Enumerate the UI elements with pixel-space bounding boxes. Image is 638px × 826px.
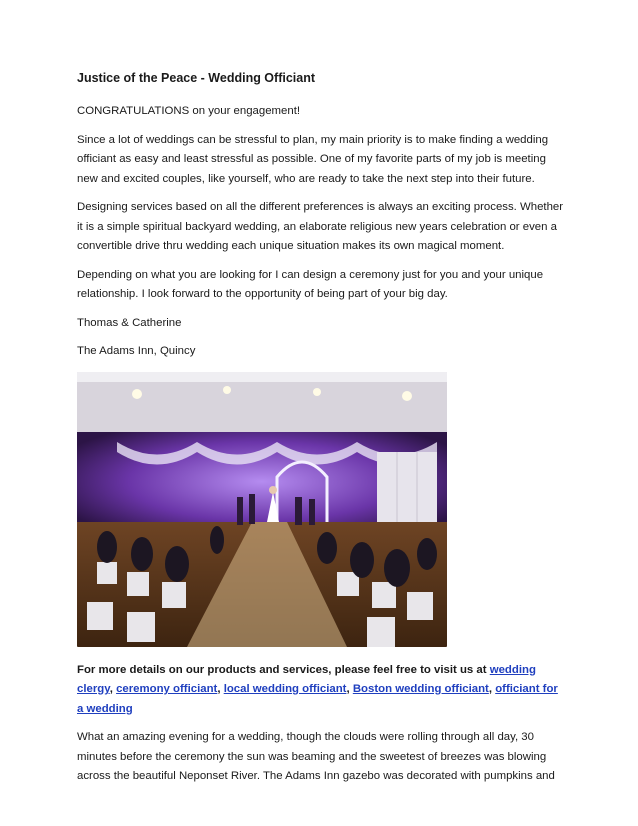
wedding-ceremony-illustration bbox=[77, 372, 447, 647]
paragraph-congratulations: CONGRATULATIONS on your engagement! bbox=[77, 105, 301, 117]
details-separator: , bbox=[109, 683, 117, 695]
paragraph-closing: What an amazing evening for a wedding, though the clouds were rolling through all day, 30 minutes before the ceremony the sun was beaming and the sweetest of breezes was blowing across the beautiful Neponset River. The Adams Inn gazebo was decorated with pumpkins and bbox=[77, 731, 555, 782]
document-title: Justice of the Peace - Wedding Officiant bbox=[77, 71, 316, 85]
link-officiant-for-a-wedding[interactable]: officiant for a wedding bbox=[77, 683, 558, 715]
details-intro: For more details on our products and services, please feel free to visit us at bbox=[77, 663, 490, 676]
link-local-wedding-officiant[interactable]: local wedding officiant bbox=[223, 683, 347, 695]
link-wedding-clergy[interactable]: wedding clergy bbox=[77, 663, 536, 695]
details-paragraph bbox=[77, 661, 567, 720]
wedding-ceremony-photo bbox=[77, 372, 447, 647]
paragraph-location: The Adams Inn, Quincy bbox=[77, 345, 196, 357]
details-separator: , bbox=[217, 683, 224, 695]
document-page bbox=[77, 70, 567, 796]
paragraph-signature: Thomas & Catherine bbox=[77, 316, 182, 329]
paragraph-ceremony: Depending on what you are looking for I can design a ceremony just for you and your unique relationship. I look forward to the opportunity of being part of your big day. bbox=[77, 268, 544, 300]
link-boston-wedding-officiant[interactable]: Boston wedding officiant bbox=[352, 683, 489, 695]
paragraph-intro: Since a lot of weddings can be stressful to plan, my main priority is to make finding a wedding officiant as easy and least stressful as possible. One of my favorite parts of my job is meeting new and excited couples, like yourself, who are ready to take the next step into their future. bbox=[77, 133, 549, 185]
link-ceremony-officiant[interactable]: ceremony officiant bbox=[116, 683, 218, 695]
paragraph-services: Designing services based on all the different preferences is always an exciting process. Whether it is a simple spiritual backyard wedding, an elaborate religious new years celebration or even a convertible drive thru wedding each unique situation makes its own magical moment. bbox=[77, 201, 564, 252]
details-separator: , bbox=[346, 683, 353, 695]
details-separator: , bbox=[488, 683, 496, 695]
